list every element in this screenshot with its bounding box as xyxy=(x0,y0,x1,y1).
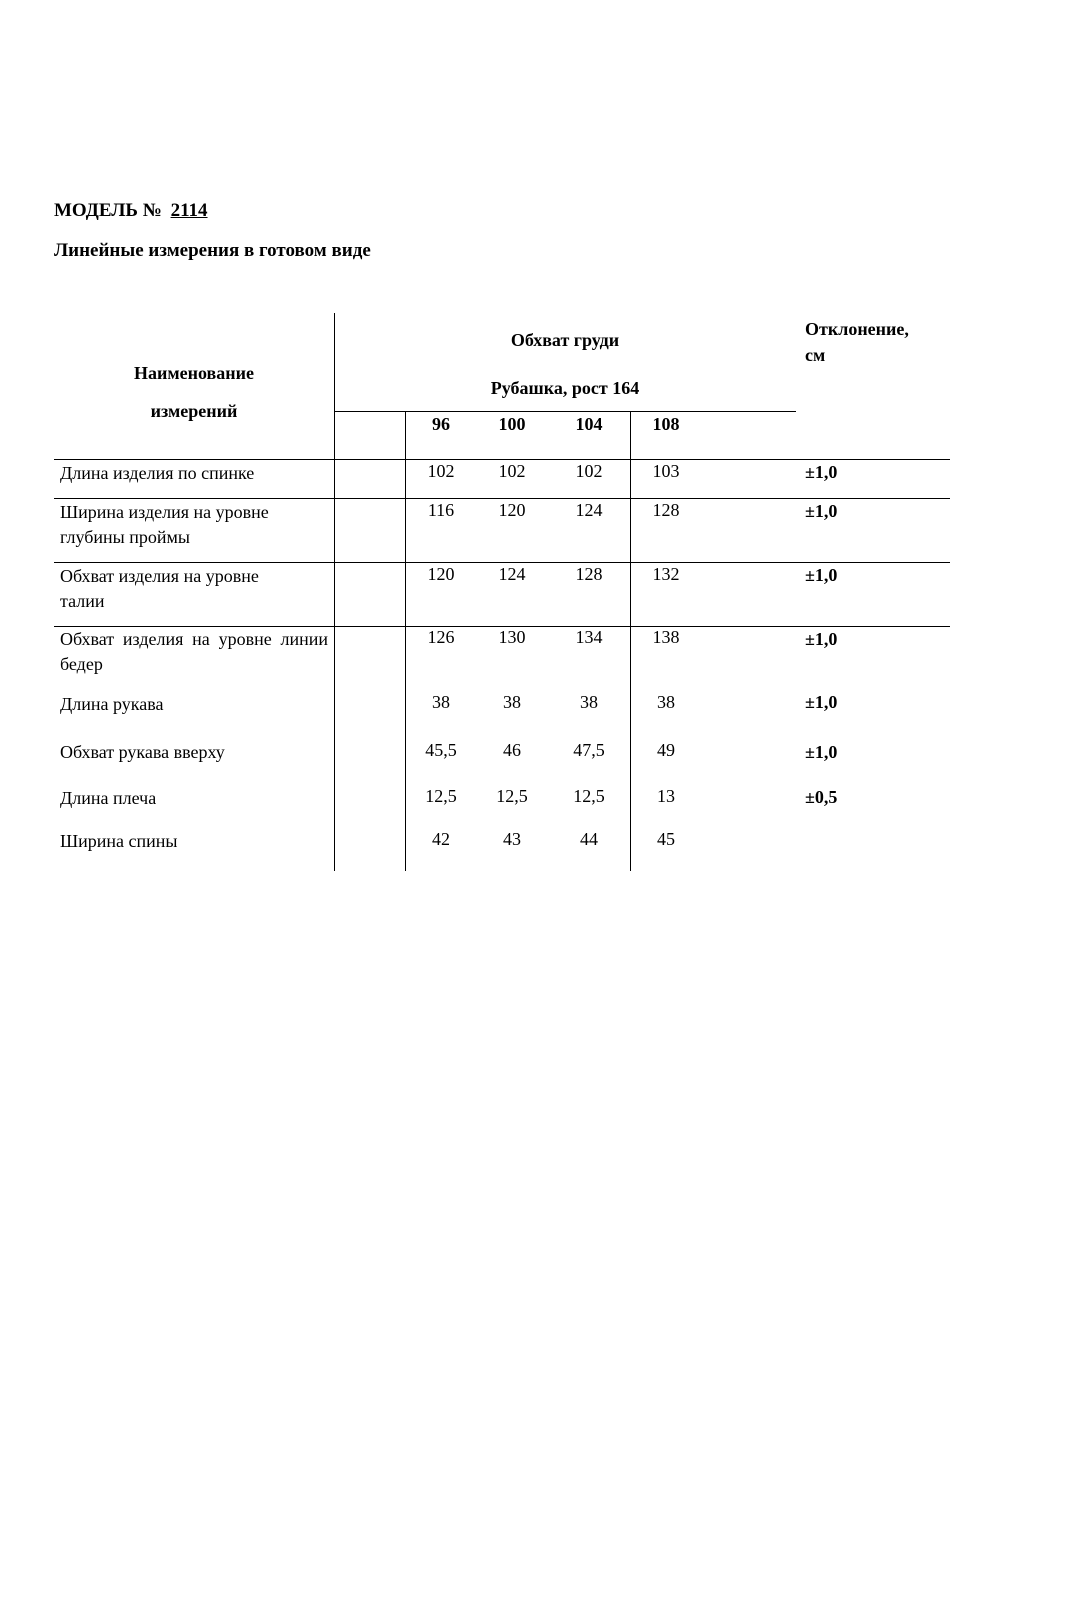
row-value: 132 xyxy=(652,564,680,584)
row-tolerance: ±1,0 xyxy=(805,692,838,712)
row-value: 138 xyxy=(652,627,680,647)
row-name: Ширина спины xyxy=(60,831,178,851)
row-tolerance: ±1,0 xyxy=(805,462,838,482)
row-value: 38 xyxy=(657,692,675,712)
row-value: 12,5 xyxy=(496,786,528,806)
row-value: 103 xyxy=(652,461,680,481)
row-value: 134 xyxy=(575,627,603,647)
row-value: 12,5 xyxy=(425,786,457,806)
row-value: 49 xyxy=(657,740,675,760)
row-value: 47,5 xyxy=(573,740,605,760)
row-value: 45 xyxy=(657,829,675,849)
row-value: 12,5 xyxy=(573,786,605,806)
size-header: 104 xyxy=(575,414,603,434)
row-value: 102 xyxy=(498,461,526,481)
row-name: Ширина изделия на уровне глубины проймы xyxy=(60,502,269,547)
row-tolerance: ±0,5 xyxy=(805,787,838,807)
model-number: 2114 xyxy=(170,200,208,221)
header-name-column xyxy=(94,354,294,430)
table-row-rule xyxy=(54,562,950,563)
table-row-rule xyxy=(54,498,950,499)
header-group-line2: Рубашка, рост 164 xyxy=(490,378,640,398)
header-group-line1: Обхват груди xyxy=(510,330,620,350)
row-value: 42 xyxy=(432,829,450,849)
row-value: 43 xyxy=(503,829,521,849)
row-name: Длина рукава xyxy=(60,694,164,714)
size-header: 108 xyxy=(652,414,680,434)
row-value: 44 xyxy=(580,829,598,849)
header-group xyxy=(420,316,710,412)
row-value: 128 xyxy=(575,564,603,584)
row-value: 38 xyxy=(432,692,450,712)
row-tolerance: ±1,0 xyxy=(805,565,838,585)
row-name: Длина плеча xyxy=(60,788,157,808)
header-tolerance-line1: Отклонение, xyxy=(805,319,909,339)
row-value: 102 xyxy=(427,461,455,481)
row-value: 46 xyxy=(503,740,521,760)
row-value: 45,5 xyxy=(425,740,457,760)
model-label: МОДЕЛЬ № xyxy=(54,200,162,221)
size-header: 96 xyxy=(432,414,450,434)
row-value: 126 xyxy=(427,627,455,647)
row-value: 38 xyxy=(580,692,598,712)
header-tolerance-line2: см xyxy=(805,345,826,365)
header-name-line2: измерений xyxy=(150,401,238,421)
row-value: 120 xyxy=(498,500,526,520)
row-tolerance: ±1,0 xyxy=(805,742,838,762)
document-subtitle: Линейные измерения в готовом виде xyxy=(54,240,371,261)
row-name: Обхват изделия на уровне линии бедер xyxy=(60,629,328,674)
row-value: 102 xyxy=(575,461,603,481)
row-value: 13 xyxy=(657,786,675,806)
row-value: 124 xyxy=(498,564,526,584)
model-title xyxy=(54,200,208,222)
row-value: 116 xyxy=(427,500,455,520)
row-value: 120 xyxy=(427,564,455,584)
table-divider-name-column xyxy=(334,313,335,871)
row-name: Обхват рукава вверху xyxy=(60,742,225,762)
row-value: 38 xyxy=(503,692,521,712)
size-header: 100 xyxy=(498,414,526,434)
row-value: 128 xyxy=(652,500,680,520)
row-name: Обхват изделия на уровне талии xyxy=(60,566,259,611)
header-name-line1: Наименование xyxy=(134,363,254,383)
row-value: 130 xyxy=(498,627,526,647)
row-name: Длина изделия по спинке xyxy=(60,463,255,483)
header-tolerance xyxy=(805,316,909,368)
row-tolerance: ±1,0 xyxy=(805,501,838,521)
table-header-bottom-rule xyxy=(54,459,950,460)
row-tolerance: ±1,0 xyxy=(805,629,838,649)
row-value: 124 xyxy=(575,500,603,520)
